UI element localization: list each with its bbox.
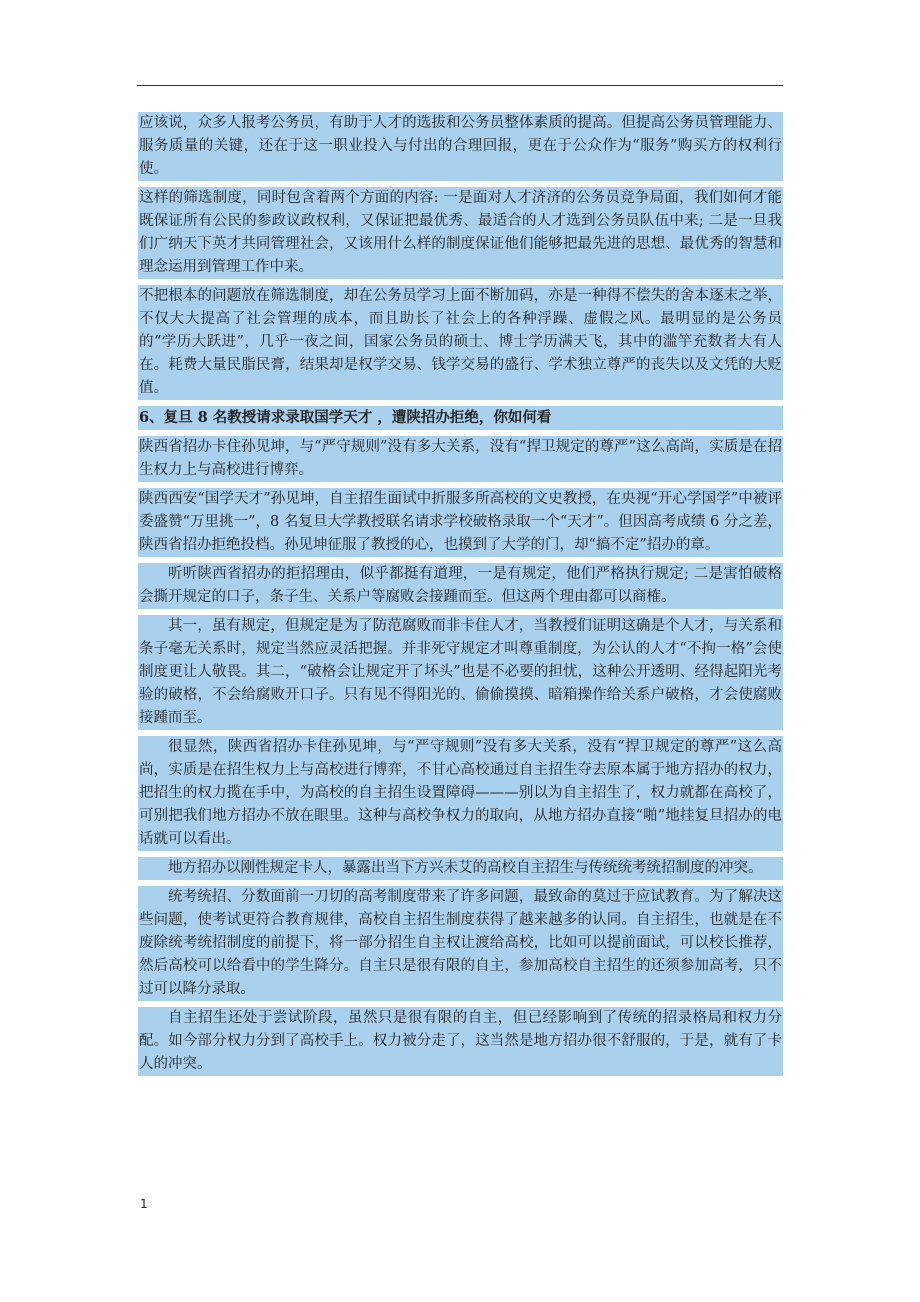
- paragraph-9: 地方招办以刚性规定卡人，暴露出当下方兴未艾的高校自主招生与传统统考统招制度的冲突。: [138, 857, 783, 880]
- page-number: 1: [140, 1197, 148, 1211]
- paragraph-1: 应该说，众多人报考公务员，有助于人才的选拔和公务员整体素质的提高。但提高公务员管理能力、服务质量的关键，还在于这一职业投入与付出的合理回报，更在于公众作为“服务”购买方的权利行使。: [138, 112, 783, 181]
- paragraph-10: 统考统招、分数面前一刀切的高考制度带来了许多问题，最致命的莫过于应试教育。为了解决这些问题，使考试更符合教育规律，高校自主招生制度获得了越来越多的认同。自主招生，也就是在不废除统考统招制度的前提下，将一部分招生自主权让渡给高校，比如可以提前面试，可以校长推荐，然后高校可以给看中的学生降分。自主只是很有限的自主，参加高校自主招生的还须参加高考，只不过可以降分录取。: [138, 886, 783, 1001]
- paragraph-3: 不把根本的问题放在筛选制度，却在公务员学习上面不断加码，亦是一种得不偿失的舍本逐末之举，不仅大大提高了社会管理的成本，而且助长了社会上的各种浮躁、虚假之风。最明显的是公务员的“学历大跃进”，几乎一夜之间，国家公务员的硕士、博士学历满天飞，其中的滥竽充数者大有人在。耗费大量民脂民膏，结果却是权学交易、钱学交易的盛行、学术独立尊严的丧失以及文凭的大贬值。: [138, 285, 783, 400]
- document-body: [138, 112, 783, 1082]
- paragraph-2: 这样的筛选制度，同时包含着两个方面的内容: 一是面对人才济济的公务员竞争局面，我们如何才能既保证所有公民的参政议政权利，又保证把最优秀、最适合的人才选到公务员队伍中来; 二是一旦我们广纳天下英才共同管理社会，又该用什么样的制度保证他们能够把最先进的思想、最优秀的智慧和理念运用到管理工作中来。: [138, 187, 783, 279]
- header-rule: [137, 85, 783, 86]
- paragraph-11: 自主招生还处于尝试阶段，虽然只是很有限的自主，但已经影响到了传统的招录格局和权力分配。如今部分权力分到了高校手上。权力被分走了，这当然是地方招办很不舒服的，于是，就有了卡人的冲突。: [138, 1007, 783, 1076]
- paragraph-8: 很显然，陕西省招办卡住孙见坤，与“严守规则”没有多大关系，没有“捍卫规定的尊严”这么高尚，实质是在招生权力上与高校进行博弈，不甘心高校通过自主招生夺去原本属于地方招办的权力，把招生的权力揽在手中，为高校的自主招生设置障碍———别以为自主招生了，权力就都在高校了，可别把我们地方招办不放在眼里。这种与高校争权力的取向，从地方招办直接“啪”地挂复旦招办的电话就可以看出。: [138, 736, 783, 851]
- paragraph-4: 陕西省招办卡住孙见坤，与“严守规则”没有多大关系，没有“捍卫规定的尊严”这么高尚，实质是在招生权力上与高校进行博弈。: [138, 436, 783, 482]
- paragraph-5: 陕西西安“国学天才”孙见坤，自主招生面试中折服多所高校的文史教授，在央视“开心学国学”中被评委盛赞“万里挑一”，8 名复旦大学教授联名请求学校破格录取一个“天才”。但因高考成绩 6 分之差，陕西省招办拒绝投档。孙见坤征服了教授的心，也摸到了大学的门，却“搞不定”招办的章。: [138, 488, 783, 557]
- paragraph-7: 其一，虽有规定，但规定是为了防范腐败而非卡住人才，当教授们证明这确是个人才，与关系和条子毫无关系时，规定当然应灵活把握。并非死守规定才叫尊重制度，为公认的人才“不拘一格”会使制度更让人敬畏。其二，“破格会让规定开了坏头”也是不必要的担忧，这种公开透明、经得起阳光考验的破格，不会给腐败开口子。只有见不得阳光的、偷偷摸摸、暗箱操作给关系户破格，才会使腐败接踵而至。: [138, 615, 783, 730]
- section-heading: 6、复旦 8 名教授请求录取国学天才 ，遭陕招办拒绝，你如何看: [138, 406, 783, 430]
- paragraph-6: 听听陕西省招办的拒招理由，似乎都挺有道理，一是有规定，他们严格执行规定; 二是害怕破格会撕开规定的口子，条子生、关系户等腐败会接踵而至。但这两个理由都可以商榷。: [138, 563, 783, 609]
